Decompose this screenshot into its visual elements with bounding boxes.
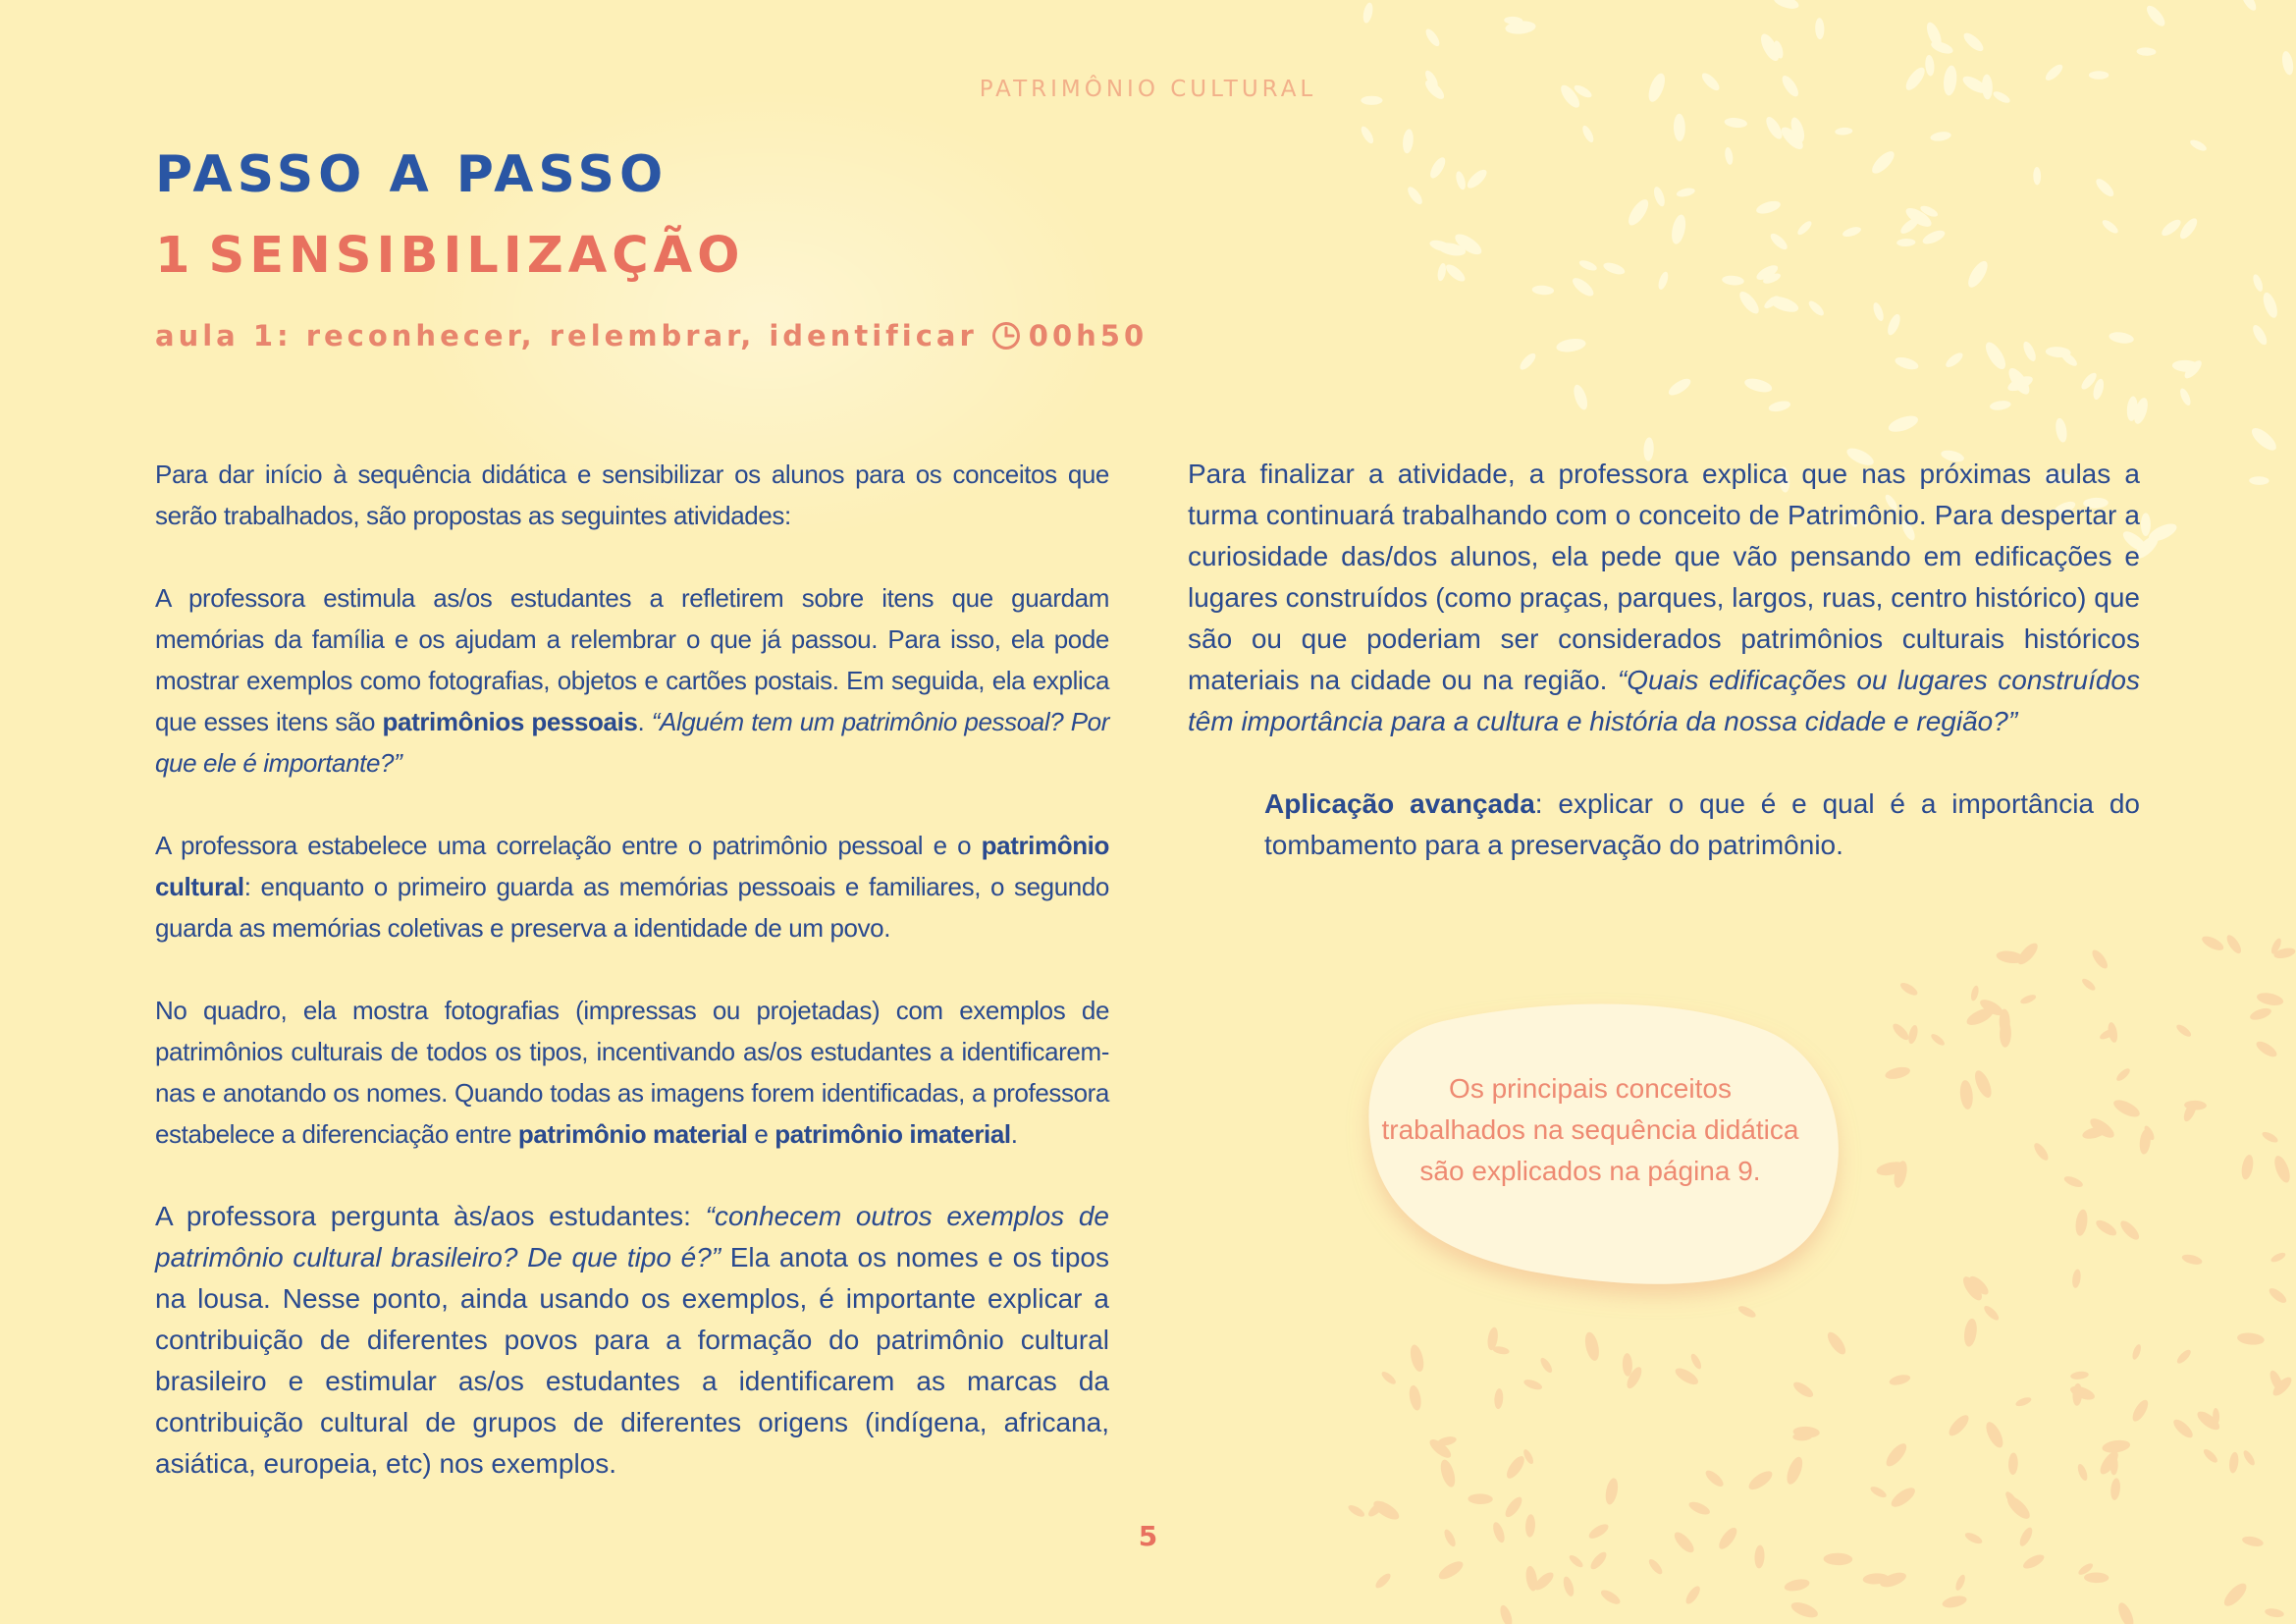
decorative-leaf <box>1825 1329 1849 1357</box>
decorative-leaf <box>1946 1412 1971 1438</box>
decorative-leaf <box>2014 1395 2032 1408</box>
decorative-leaf <box>2055 417 2069 443</box>
decorative-leaf <box>2131 1343 2143 1361</box>
decorative-leaf <box>1531 285 1554 296</box>
decorative-leaf <box>2019 993 2037 1005</box>
decorative-leaf <box>1468 1493 1493 1504</box>
decorative-leaf <box>1889 1373 1912 1386</box>
personal-heritage-paragraph: A professora estimula as/os estudantes a refletirem sobre itens que guardam memórias da família e os ajudam a relembrar o que já passou. Para isso, ela pode mostrar exemplos como fotografias, objetos e cartões postais. Em seguida, ela explica que esses itens são patrimônios pessoais. “Alguém tem um patrimônio pessoal? Por que ele é importante?” <box>155 583 1109 778</box>
decorative-leaf <box>2160 217 2183 239</box>
decorative-leaf <box>2251 273 2265 293</box>
decorative-leaf <box>2107 1021 2119 1043</box>
decorative-leaf <box>1406 185 1425 206</box>
decorative-leaf <box>2008 1452 2018 1475</box>
page-number: 5 <box>1138 1520 1158 1552</box>
decorative-leaf <box>1763 115 1785 142</box>
decorative-leaf <box>1588 1549 1609 1571</box>
decorative-leaf <box>2062 1174 2084 1189</box>
decorative-leaf <box>1494 1388 1504 1410</box>
decorative-leaf <box>1427 155 1448 181</box>
decorative-leaf <box>2068 1383 2096 1402</box>
decorative-leaf <box>1972 1068 1995 1100</box>
decorative-leaf <box>1602 260 1627 276</box>
decorative-leaf <box>2261 1130 2279 1145</box>
decorative-leaf <box>2109 331 2135 346</box>
decorative-leaf <box>1373 1571 1393 1590</box>
question-paragraph: A professora pergunta às/aos estudantes: “conhecem outros exemplos de patrimônio cultural brasileiro? De que tipo é?” Ela anota os nomes e os tipos na lousa. Nesse ponto, ainda usando os exemplos, é importante explicar a contribuição de diferentes povos para a formação do patrimônio cultural brasileiro e estimular as/os estudantes a identificarem as marcas da contribuição cultural de grupos de diferentes origens (indígena, africana, asiática, europeia, etc) nos exemplos. <box>155 1201 1109 1479</box>
decorative-leaf <box>1896 239 1915 247</box>
decorative-leaf <box>1958 1080 1974 1110</box>
decorative-leaf <box>2189 137 2209 153</box>
decorative-leaf <box>1538 1356 1554 1375</box>
decorative-leaf <box>1964 258 1991 291</box>
decorative-leaf <box>2021 340 2039 363</box>
decorative-leaf <box>2170 1417 2195 1441</box>
decorative-leaf <box>1666 376 1693 399</box>
decorative-leaf <box>1942 1594 1968 1609</box>
decorative-leaf <box>1944 351 1965 370</box>
decorative-leaf <box>1887 412 1920 435</box>
decorative-leaf <box>1570 275 1596 299</box>
decorative-leaf <box>1423 27 1442 48</box>
decorative-leaf <box>2080 977 2097 993</box>
decorative-leaf <box>1670 213 1688 245</box>
decorative-leaf <box>1806 298 1826 318</box>
decorative-leaf <box>1889 1485 1918 1511</box>
decorative-leaf <box>1784 1455 1805 1487</box>
decorative-leaf <box>1347 1503 1366 1519</box>
decorative-leaf <box>1894 355 1920 372</box>
decorative-leaf <box>1795 219 1813 237</box>
decorative-leaf <box>1961 30 1987 54</box>
decorative-leaf <box>2254 1039 2279 1059</box>
decorative-leaf <box>1380 1370 1398 1386</box>
decorative-leaf <box>2267 1286 2288 1306</box>
decorative-leaf <box>1724 146 1734 165</box>
decorative-leaf <box>2228 1451 2240 1474</box>
decorative-leaf <box>1436 1558 1466 1583</box>
decorative-leaf <box>1436 262 1447 282</box>
decorative-leaf <box>1657 271 1671 292</box>
decorative-leaf <box>2111 1097 2143 1120</box>
decorative-leaf <box>2239 0 2259 13</box>
decorative-leaf <box>1676 187 1696 198</box>
decorative-leaf <box>1898 980 1919 998</box>
decorative-leaf <box>2021 1552 2046 1572</box>
decorative-leaf <box>1402 129 1415 154</box>
decorative-leaf <box>2175 1348 2193 1366</box>
running-header: PATRIMÔNIO CULTURAL <box>979 77 1317 102</box>
decorative-leaf <box>2070 1371 2089 1380</box>
decorative-leaf <box>2181 1253 2204 1267</box>
decorative-leaf <box>2177 216 2200 242</box>
decorative-leaf <box>2136 47 2156 56</box>
decorative-leaf <box>2200 934 2225 953</box>
decorative-leaf <box>1823 1552 1852 1565</box>
lesson-label: aula 1: reconhecer, relembrar, identificar <box>155 319 978 352</box>
decorative-leaf <box>1673 1365 1700 1387</box>
decorative-leaf <box>2084 1572 2109 1583</box>
decorative-leaf <box>1572 383 1590 411</box>
decorative-leaf <box>1724 117 1747 129</box>
decorative-leaf <box>1869 148 1898 178</box>
decorative-leaf <box>2032 1141 2051 1163</box>
decorative-leaf <box>1604 1477 1620 1505</box>
decorative-leaf <box>2130 1397 2152 1424</box>
decorative-leaf <box>1921 228 1947 246</box>
decorative-leaf <box>1953 1573 1966 1592</box>
decorative-leaf <box>1982 339 2009 372</box>
decorative-leaf <box>1982 1304 2001 1323</box>
decorative-leaf <box>2240 1154 2256 1180</box>
decorative-leaf <box>2249 476 2269 485</box>
decorative-leaf <box>1772 0 1800 12</box>
decorative-leaf <box>1498 1603 1515 1624</box>
decorative-leaf <box>2256 991 2284 1007</box>
decorative-leaf <box>1869 1485 1888 1499</box>
decorative-leaf <box>2271 1154 2293 1184</box>
decorative-leaf <box>1970 985 1980 1001</box>
decorative-leaf <box>2144 3 2168 29</box>
decorative-leaf <box>1359 125 1375 145</box>
decorative-leaf <box>2265 1607 2285 1619</box>
clock-icon <box>991 321 1021 351</box>
decorative-leaf <box>1989 400 2011 411</box>
decorative-leaf <box>1443 262 1468 285</box>
note-text: Os principais conceitos trabalhados na sequência didática são explicados na página 9. <box>1381 1073 1799 1186</box>
decorative-leaf <box>1599 1588 1623 1607</box>
decorative-leaf <box>1884 1065 1911 1081</box>
decorative-leaf <box>2094 1218 2119 1238</box>
step-heading <box>155 227 744 285</box>
decorative-leaf <box>2261 291 2280 319</box>
decorative-leaf <box>1907 1024 1920 1045</box>
decorative-leaf <box>2241 1449 2257 1468</box>
decorative-leaf <box>1622 1353 1632 1377</box>
decorative-leaf <box>2250 323 2269 347</box>
decorative-leaf <box>2102 1438 2131 1454</box>
intro-paragraph: Para dar início à sequência didática e sensibilizar os alunos para os conceitos que serão trabalhados, são propostas as seguintes atividades: <box>155 460 1109 530</box>
decorative-leaf <box>1924 55 1935 77</box>
decorative-leaf <box>1883 1440 1910 1470</box>
decorative-leaf <box>1722 275 1744 287</box>
decorative-leaf <box>2220 1580 2250 1609</box>
step-number: 1 <box>155 227 195 285</box>
decorative-leaf <box>1891 1021 1911 1043</box>
decorative-leaf <box>1768 400 1791 413</box>
decorative-leaf <box>1438 1458 1458 1489</box>
decorative-leaf <box>2280 50 2295 76</box>
decorative-leaf <box>2074 1209 2089 1237</box>
decorative-leaf <box>1703 1468 1726 1489</box>
decorative-leaf <box>1689 1352 1703 1371</box>
decorative-leaf <box>1522 1378 1543 1391</box>
decorative-leaf <box>2248 424 2279 454</box>
decorative-leaf <box>1577 258 1598 273</box>
photos-paragraph: No quadro, ela mostra fotografias (impressas ou projetadas) com exemplos de patrimônios culturais de todos os tipos, incentivando as/os estudantes a identificarem-nas e anotando os nomes. Quando todas as imagens forem identificadas, a professora estabelece a diferenciação entre patrimônio material e patrimônio imaterial. <box>155 996 1109 1149</box>
step-name: SENSIBILIZAÇÃO <box>208 227 745 285</box>
decorative-leaf <box>1930 131 1952 142</box>
decorative-leaf <box>2236 1331 2265 1346</box>
conclusion-paragraph: Para finalizar a atividade, a professora explica que nas próximas aulas a turma continuará trabalhando com o conceito de Patrimônio. Para despertar a curiosidade das/dos alunos, ela pede que vão pensando em edificações e lugares construídos (como praças, parques, largos, ruas, centro histórico) que são ou que poderiam ser considerados patrimônios culturais históricos materiais na cidade ou na região. “Quais edificações ou lugares construídos têm importância para a cultura e história da nossa cidade e região?” <box>1188 459 2140 736</box>
decorative-leaf <box>1674 114 1685 141</box>
decorative-leaf <box>1408 1384 1423 1412</box>
advanced-application-paragraph: Aplicação avançada: explicar o que é e qual é a importância do tombamento para a preservação do patrimônio. <box>1264 788 2140 860</box>
decorative-leaf <box>1815 18 1825 39</box>
decorative-leaf <box>1652 186 1667 208</box>
decorative-leaf <box>1755 198 1783 216</box>
decorative-leaf <box>2071 1269 2082 1288</box>
left-column <box>155 454 1109 1526</box>
decorative-leaf <box>2202 1447 2219 1465</box>
decorative-leaf <box>1746 1468 1776 1493</box>
decorative-leaf <box>2090 947 2110 971</box>
decorative-leaf <box>2076 1463 2090 1483</box>
decorative-leaf <box>1789 1599 1820 1621</box>
decorative-leaf <box>1362 2 1374 25</box>
decorative-leaf <box>1647 1557 1665 1576</box>
decorative-leaf <box>1871 301 1885 322</box>
decorative-leaf <box>1504 1453 1527 1481</box>
decorative-leaf <box>1791 1380 1816 1400</box>
decorative-leaf <box>1886 312 1903 337</box>
decorative-leaf <box>1835 127 1852 135</box>
right-column <box>1188 454 2140 907</box>
decorative-leaf <box>1465 167 1490 191</box>
decorative-leaf <box>1687 1499 1712 1517</box>
decorative-leaf <box>1555 337 1586 353</box>
decorative-leaf <box>1454 170 1467 190</box>
decorative-leaf <box>1983 1420 2006 1450</box>
decorative-leaf <box>1784 1577 1811 1593</box>
decorative-leaf <box>2101 218 2120 236</box>
decorative-leaf <box>1625 196 1652 229</box>
decorative-leaf <box>1736 1304 1757 1320</box>
decorative-leaf <box>1568 1553 1585 1569</box>
decorative-leaf <box>1582 1330 1601 1362</box>
lesson-duration: 00h50 <box>1028 319 1148 352</box>
decorative-leaf <box>1408 1343 1425 1373</box>
decorative-leaf <box>1683 1584 1703 1606</box>
cultural-heritage-paragraph: A professora estabelece uma correlação entre o patrimônio pessoal e o patrimônio cultural: enquanto o primeiro guarda as memórias pessoais e familiares, o segundo guarda as memórias coletivas e preserva a identidade de um povo. <box>155 831 1109 943</box>
page-title: PASSO A PASSO <box>155 145 668 204</box>
decorative-leaf <box>2269 1251 2287 1264</box>
decorative-leaf <box>1962 1318 1978 1347</box>
decorative-leaf <box>1562 1575 1576 1597</box>
decorative-leaf <box>2224 933 2244 955</box>
decorative-leaf <box>2109 1478 2121 1500</box>
decorative-leaf <box>1842 225 1862 239</box>
decorative-leaf <box>1518 351 1538 372</box>
decorative-leaf <box>2115 1600 2136 1624</box>
decorative-leaf <box>1768 231 1789 251</box>
lesson-line <box>155 319 1148 352</box>
decorative-leaf <box>2178 387 2193 406</box>
decorative-leaf <box>1743 376 1774 395</box>
decorative-leaf <box>2094 176 2116 198</box>
decorative-leaf <box>2033 167 2041 186</box>
decorative-leaf <box>1736 289 1762 317</box>
decorative-leaf <box>2114 1066 2131 1083</box>
decorative-leaf <box>1930 1032 1947 1047</box>
decorative-leaf <box>1503 1494 1525 1520</box>
decorative-leaf <box>2174 1022 2193 1039</box>
decorative-leaf <box>2117 1218 2142 1242</box>
decorative-leaf <box>2249 1006 2273 1022</box>
decorative-leaf <box>1580 124 1595 143</box>
decorative-leaf <box>2141 513 2151 536</box>
